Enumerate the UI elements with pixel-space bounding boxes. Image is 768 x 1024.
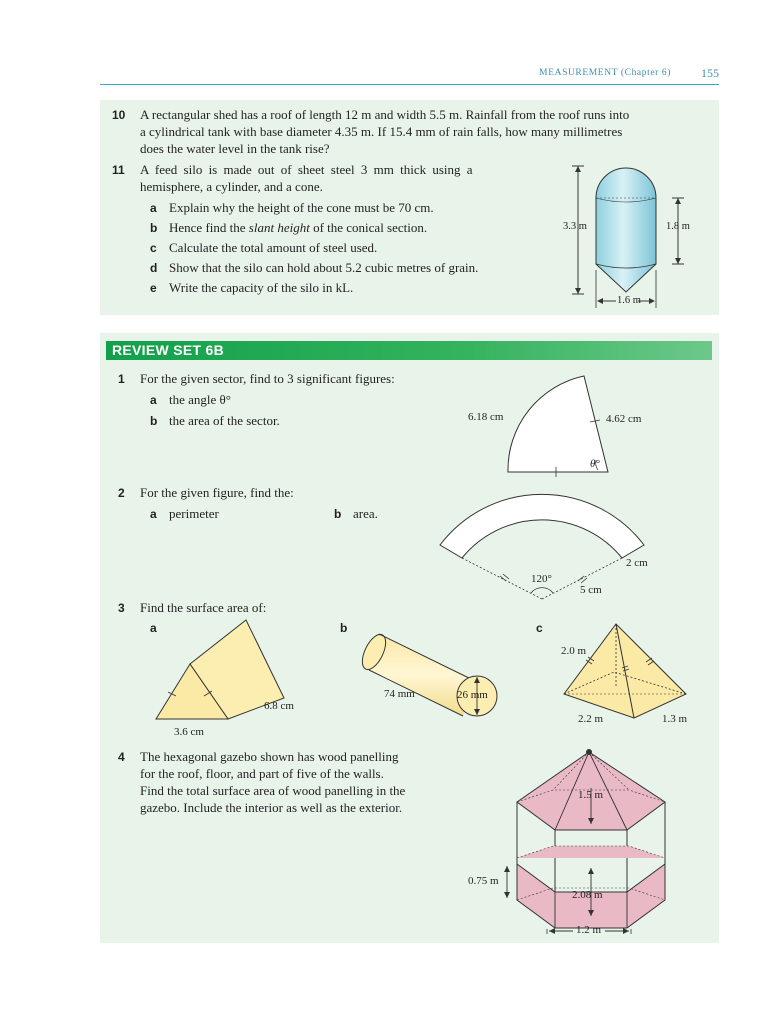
length-label: 2.2 m (578, 713, 604, 725)
part-letter: d (150, 261, 158, 275)
question-text: does the water level in the tank rise? (140, 141, 330, 156)
part-letter: b (150, 414, 158, 428)
part-text: Calculate the total amount of steel used. (169, 240, 378, 255)
pyramid-figure (560, 622, 690, 722)
part-text: area. (353, 506, 378, 521)
part-text: Hence find the slant height of the conical section. (169, 220, 428, 235)
part-letter: a (150, 201, 157, 215)
length-label: 74 mm (384, 688, 415, 700)
part-letter: c (150, 241, 157, 255)
radius-label: 5 cm (580, 584, 602, 596)
running-header (100, 66, 719, 85)
part-letter: a (150, 621, 157, 635)
length-label: 6.8 cm (264, 700, 294, 712)
side-label: 1.2 m (576, 924, 602, 936)
angle-label: θ° (590, 458, 600, 470)
question-text: The hexagonal gazebo shown has wood panelling (140, 749, 399, 764)
annulus-sector-figure (430, 480, 660, 605)
part-letter: b (150, 221, 158, 235)
arc-label: 4.62 cm (606, 413, 642, 425)
part-text: Write the capacity of the silo in kL. (169, 280, 354, 295)
question-text: For the given sector, find to 3 significant figures: (140, 371, 395, 386)
question-text: Find the total surface area of wood panelling in the (140, 783, 406, 798)
part-text: perimeter (169, 506, 219, 521)
height-label: 2.0 m (561, 645, 587, 657)
part-letter: e (150, 281, 157, 295)
panel-height-label: 0.75 m (468, 875, 499, 887)
part-text: Explain why the height of the cone must be 70 cm. (169, 200, 434, 215)
sector-figure (500, 370, 620, 480)
question-text: Find the surface area of: (140, 600, 267, 615)
wall-label: 2.08 m (572, 889, 603, 901)
width-label: 2 cm (626, 557, 648, 569)
question-text: A feed silo is made out of sheet steel 3 mm thick using a (140, 162, 473, 177)
chapter-title: MEASUREMENT (Chapter 6) (539, 68, 671, 78)
question-text: For the given figure, find the: (140, 485, 294, 500)
roof-label: 1.5 m (578, 789, 604, 801)
dimension-label: 3.3 m (563, 221, 587, 232)
question-number: 4 (118, 750, 125, 764)
review-title: REVIEW SET 6B (112, 342, 225, 358)
dimension-label: 1.8 m (666, 221, 690, 232)
page-number: 155 (701, 66, 719, 80)
width-label: 1.3 m (662, 713, 688, 725)
question-number: 1 (118, 372, 125, 386)
question-text: hemisphere, a cylinder, and a cone. (140, 179, 323, 194)
part-text: the angle θ° (169, 392, 231, 407)
silo-figure (560, 158, 710, 308)
question-text: A rectangular shed has a roof of length 12 m and width 5.5 m. Rainfall from the roof runs into (140, 107, 630, 122)
diameter-label: 26 mm (457, 689, 488, 701)
dimension-label: 1.6 m (617, 295, 641, 306)
question-number: 11 (112, 163, 125, 177)
part-letter: a (150, 393, 157, 407)
question-number: 2 (118, 486, 125, 500)
part-text: the area of the sector. (169, 413, 280, 428)
cylinder-figure (365, 622, 505, 722)
gazebo-figure (505, 748, 680, 938)
part-text: Show that the silo can hold about 5.2 cubic metres of grain. (169, 260, 479, 275)
part-letter: a (150, 507, 157, 521)
part-letter: b (340, 621, 348, 635)
question-text: for the roof, floor, and part of five of the walls. (140, 766, 384, 781)
question-text: a cylindrical tank with base diameter 4.35 m. If 15.4 mm of rain falls, how many millimetres (140, 124, 623, 139)
question-text: gazebo. Include the interior as well as the exterior. (140, 800, 403, 815)
part-letter: b (334, 507, 342, 521)
angle-label: 120° (531, 573, 552, 585)
part-letter: c (536, 621, 543, 635)
review-banner (106, 341, 712, 360)
question-number: 3 (118, 601, 125, 615)
question-number: 10 (112, 108, 126, 122)
side-label: 3.6 cm (174, 726, 204, 738)
radius-label: 6.18 cm (468, 411, 504, 423)
